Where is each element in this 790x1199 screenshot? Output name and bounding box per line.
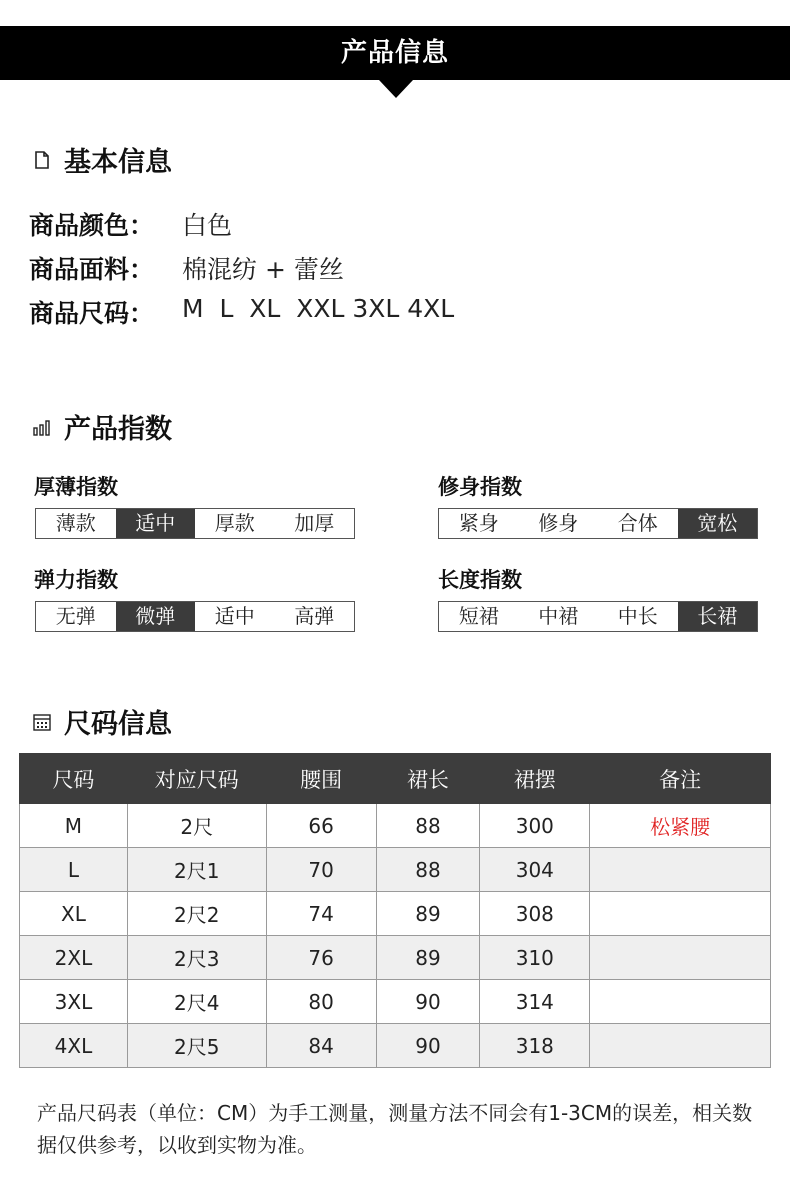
table-cell: 2尺1 (127, 848, 266, 892)
size-info-title: 尺码信息 (64, 709, 172, 740)
column-header: 尺码 (20, 754, 128, 804)
table-cell: 89 (376, 892, 480, 936)
elasticity-scale (35, 601, 355, 632)
table-row (20, 980, 771, 1024)
fabric-value: 棉混纺 + 蕾丝 (182, 255, 344, 284)
elasticity-option: 适中 (214, 604, 255, 628)
calendar-icon (32, 712, 52, 732)
length-label: 长度指数 (438, 568, 522, 592)
measurement-footnote: 产品尺码表（单位：CM）为手工测量，测量方法不同会有1-3CM的误差，相关数据仅供参考，以收到实物为准。 (37, 1101, 753, 1157)
table-cell: 76 (266, 936, 376, 980)
elasticity-option: 高弹 (294, 604, 335, 628)
table-cell: 304 (480, 848, 590, 892)
table-cell: 4XL (20, 1024, 128, 1068)
size-value: M L XL XXL 3XL 4XL (182, 294, 455, 323)
fit-option: 宽松 (678, 509, 758, 538)
product-index-heading (32, 407, 172, 446)
note-cell (590, 848, 771, 892)
table-cell: 90 (376, 1024, 480, 1068)
note-cell (590, 936, 771, 980)
thickness-option: 薄款 (55, 511, 96, 535)
fabric-label: 商品面料： (29, 255, 155, 284)
table-cell: 2尺4 (127, 980, 266, 1024)
note-cell (590, 980, 771, 1024)
color-value: 白色 (182, 211, 233, 240)
thickness-label: 厚薄指数 (34, 475, 118, 499)
color-label: 商品颜色： (29, 211, 155, 240)
table-cell: XL (20, 892, 128, 936)
table-cell: 88 (376, 804, 480, 848)
elasticity-option: 无弹 (55, 604, 96, 628)
size-table (19, 753, 771, 1068)
size-table-header (20, 754, 771, 804)
column-header: 对应尺码 (127, 754, 266, 804)
document-icon (32, 150, 52, 170)
bar-chart-icon (32, 417, 52, 437)
table-cell: 80 (266, 980, 376, 1024)
table-cell: 308 (480, 892, 590, 936)
length-option: 长裙 (678, 602, 758, 631)
column-header: 裙长 (376, 754, 480, 804)
color-row (29, 206, 232, 242)
note-cell: 松紧腰 (590, 804, 771, 848)
table-cell: 2尺2 (127, 892, 266, 936)
fit-option: 紧身 (458, 511, 499, 535)
basic-info-title: 基本信息 (64, 147, 172, 178)
fit-option: 合体 (617, 511, 658, 535)
table-cell: 2尺5 (127, 1024, 266, 1068)
note-cell (590, 892, 771, 936)
column-header: 腰围 (266, 754, 376, 804)
length-option: 短裙 (458, 604, 499, 628)
banner-title: 产品信息 (340, 38, 449, 68)
size-info-heading (32, 702, 172, 741)
length-option: 中长 (617, 604, 658, 628)
column-header: 裙摆 (480, 754, 590, 804)
table-cell: 88 (376, 848, 480, 892)
fabric-row (29, 250, 344, 286)
length-option: 中裙 (538, 604, 579, 628)
table-row (20, 804, 771, 848)
fit-option: 修身 (538, 511, 579, 535)
table-cell: 84 (266, 1024, 376, 1068)
product-index-title: 产品指数 (64, 414, 172, 445)
thickness-option: 厚款 (214, 511, 255, 535)
table-cell: 318 (480, 1024, 590, 1068)
table-cell: L (20, 848, 128, 892)
table-cell: 310 (480, 936, 590, 980)
table-row (20, 848, 771, 892)
table-cell: 300 (480, 804, 590, 848)
fit-scale (438, 508, 758, 539)
size-label: 商品尺码： (29, 299, 155, 328)
basic-info-heading (32, 140, 172, 179)
table-cell: 89 (376, 936, 480, 980)
table-cell: 66 (266, 804, 376, 848)
table-cell: 3XL (20, 980, 128, 1024)
table-cell: 70 (266, 848, 376, 892)
table-row (20, 892, 771, 936)
table-cell: 2尺 (127, 804, 266, 848)
header-banner (0, 26, 790, 80)
table-cell: 74 (266, 892, 376, 936)
thickness-option: 加厚 (294, 511, 335, 535)
note-cell (590, 1024, 771, 1068)
banner-arrow (379, 80, 413, 98)
table-row (20, 936, 771, 980)
thickness-option: 适中 (116, 509, 196, 538)
thickness-scale (35, 508, 355, 539)
table-cell: 2XL (20, 936, 128, 980)
fit-label: 修身指数 (438, 475, 522, 499)
table-cell: 90 (376, 980, 480, 1024)
table-cell: M (20, 804, 128, 848)
length-scale (438, 601, 758, 632)
column-header: 备注 (590, 754, 771, 804)
table-cell: 314 (480, 980, 590, 1024)
table-cell: 2尺3 (127, 936, 266, 980)
table-row (20, 1024, 771, 1068)
elasticity-label: 弹力指数 (34, 568, 118, 592)
elasticity-option: 微弹 (116, 602, 196, 631)
size-row (29, 294, 454, 330)
